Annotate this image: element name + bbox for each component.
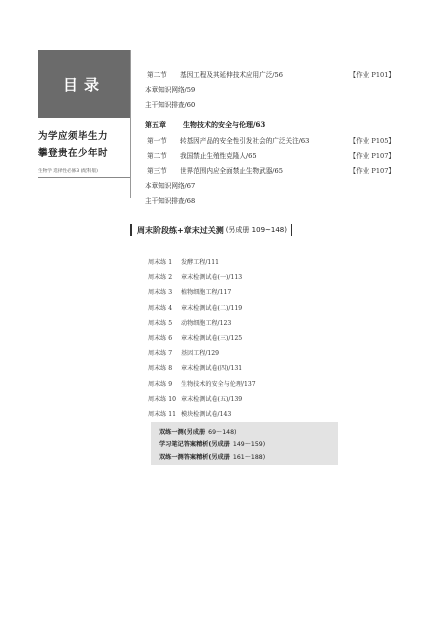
motto-line-1: 为学应须毕生力 xyxy=(38,131,109,142)
weekly-item xyxy=(148,300,256,315)
weekly-item xyxy=(148,391,256,406)
answer-pages: 69～148) xyxy=(208,428,237,436)
weekly-item xyxy=(148,330,256,345)
weekly-label: 周末练 9 xyxy=(148,380,173,388)
answer-label: 双练一测(另成册 xyxy=(159,428,206,436)
weekly-title: 章末检测试卷(一)/113 xyxy=(181,274,243,282)
weekly-note: (另成册 109~148) xyxy=(225,226,287,234)
weekly-item xyxy=(148,284,256,299)
toc-title: 转基因产品的安全性引发社会的广泛关注/63 xyxy=(180,136,310,145)
toc-list xyxy=(145,66,395,207)
weekly-item xyxy=(148,376,256,391)
weekly-item xyxy=(148,360,256,375)
weekly-heading: 周末阶段练+章末过关测 xyxy=(137,225,224,235)
toc-title: 世界范围内应全面禁止生物武器/65 xyxy=(180,166,283,175)
weekly-label: 周末练 10 xyxy=(148,395,176,403)
toc-title: 主干知识排查/60 xyxy=(145,100,196,109)
toc-homework-page: 【作业 P107】 xyxy=(349,166,395,175)
weekly-title: 植物细胞工程/117 xyxy=(181,289,232,297)
motto-line-2: 攀登贵在少年时 xyxy=(38,148,109,159)
weekly-label: 周末练 2 xyxy=(148,274,173,282)
toc-row xyxy=(145,66,395,81)
weekly-title: 动物细胞工程/123 xyxy=(181,319,232,327)
toc-homework-page: 【作业 P107】 xyxy=(349,151,395,160)
weekly-label: 周末练 4 xyxy=(148,304,173,312)
toc-homework-page: 【作业 P105】 xyxy=(349,136,395,145)
toc-row xyxy=(145,96,395,111)
weekly-title: 模块检测试卷/143 xyxy=(181,410,232,418)
answer-pages: 161～188) xyxy=(232,453,266,461)
toc-row xyxy=(145,147,395,162)
answer-box xyxy=(151,422,338,465)
toc-section: 第一节 xyxy=(147,136,167,145)
weekly-label: 周末练 1 xyxy=(148,259,173,267)
weekly-list xyxy=(148,254,256,421)
weekly-label: 周末练 3 xyxy=(148,289,173,297)
weekly-item xyxy=(148,345,256,360)
toc-row xyxy=(145,177,395,192)
weekly-title: 基因工程/129 xyxy=(181,350,220,358)
weekly-title: 章末检测试卷(四)/131 xyxy=(181,365,243,373)
toc-section: 第三节 xyxy=(147,166,167,175)
toc-title: 基因工程及其延伸技术应用广泛/56 xyxy=(180,70,283,79)
answer-row xyxy=(159,438,338,451)
toc-row xyxy=(145,192,395,207)
answer-row xyxy=(159,450,338,463)
weekly-title: 章末检测试卷(五)/139 xyxy=(181,395,243,403)
weekly-item xyxy=(148,254,256,269)
weekly-label: 周末练 6 xyxy=(148,335,173,343)
header-bar-right xyxy=(291,224,292,236)
answer-label: 双练一测答案精析(另成册 xyxy=(159,453,230,461)
toc-section: 第二节 xyxy=(147,151,167,160)
toc-title: 主干知识排查/68 xyxy=(145,196,196,205)
book-subnote: 生物学 选择性必修3 (配科版) xyxy=(38,168,130,178)
weekly-title: 章末检测试卷(三)/125 xyxy=(181,335,243,343)
answer-row xyxy=(159,425,338,438)
weekly-item xyxy=(148,406,256,421)
answer-label: 学习笔记答案精析(另成册 xyxy=(159,441,230,449)
weekly-label: 周末练 11 xyxy=(148,410,176,418)
toc-chapter xyxy=(145,117,395,132)
toc-row xyxy=(145,162,395,177)
toc-title: 本章知识网络/59 xyxy=(145,85,196,94)
weekly-label: 周末练 5 xyxy=(148,319,173,327)
weekly-title: 章末检测试卷(二)/119 xyxy=(181,304,243,312)
weekly-label: 周末练 8 xyxy=(148,365,173,373)
toc-title: 目录 xyxy=(62,75,105,94)
weekly-title: 发酵工程/111 xyxy=(181,259,220,267)
motto xyxy=(38,128,130,162)
chapter-title: 生物技术的安全与伦理/63 xyxy=(183,119,266,129)
sidebar xyxy=(38,50,130,198)
toc-title: 我国禁止生殖性克隆人/65 xyxy=(180,151,257,160)
header-bar-left xyxy=(130,224,132,236)
toc-title-box xyxy=(38,50,130,118)
toc-row xyxy=(145,81,395,96)
weekly-section-header xyxy=(130,223,292,237)
weekly-label: 周末练 7 xyxy=(148,350,173,358)
toc-row xyxy=(145,132,395,147)
toc-title: 本章知识网络/67 xyxy=(145,181,196,190)
weekly-title: 生物技术的安全与伦理/137 xyxy=(181,380,256,388)
chapter-number: 第五章 xyxy=(145,119,166,129)
weekly-item xyxy=(148,269,256,284)
answer-pages: 149～159) xyxy=(232,441,266,449)
toc-section: 第二节 xyxy=(147,70,167,79)
vertical-divider xyxy=(130,50,131,198)
weekly-item xyxy=(148,315,256,330)
toc-homework-page: 【作业 P101】 xyxy=(349,70,395,79)
